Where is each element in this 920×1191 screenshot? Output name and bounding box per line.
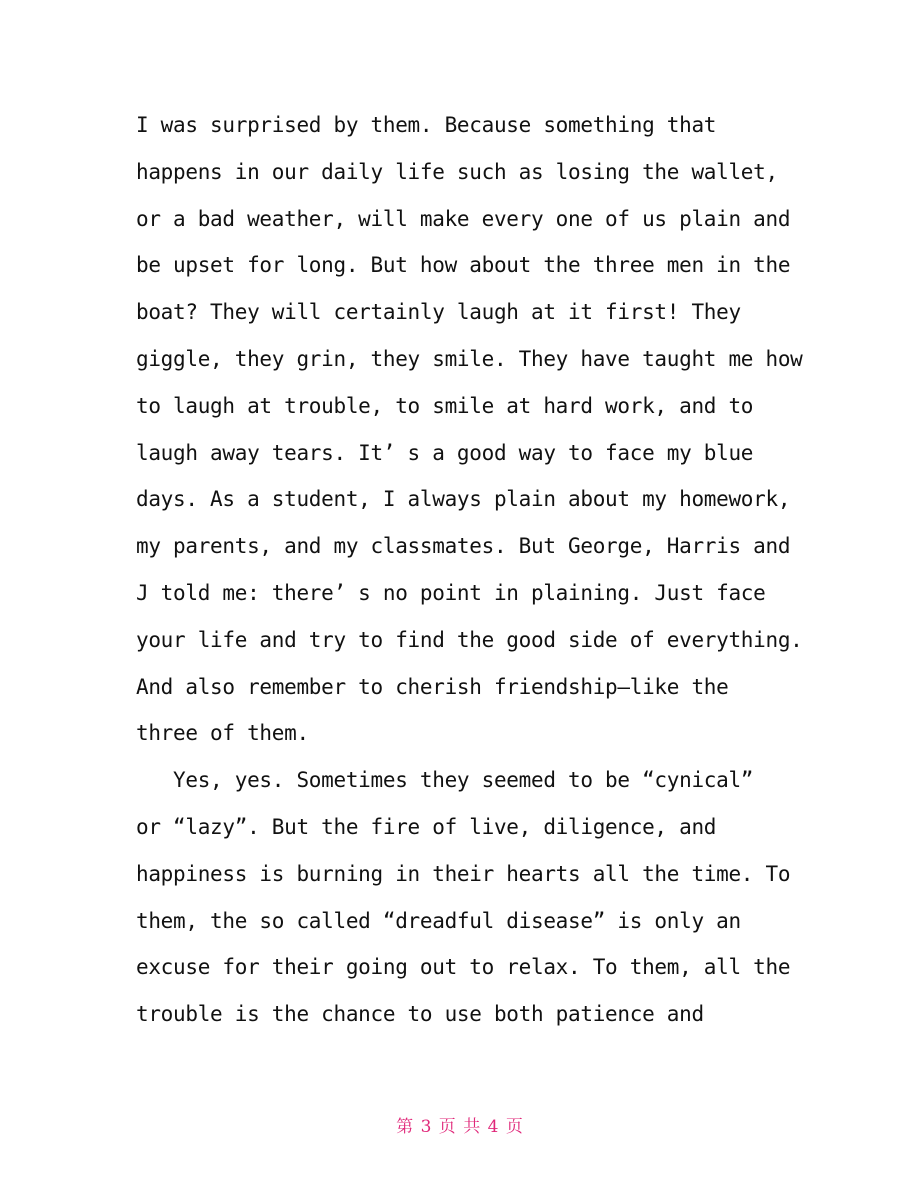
text-line: boat? They will certainly laugh at it first! They	[136, 300, 741, 325]
text-line: trouble is the chance to use both patience and	[136, 1002, 704, 1027]
text-line: three of them.	[136, 721, 309, 746]
text-line: or “lazy”. But the fire of live, diligence, and	[136, 814, 717, 839]
text-line: or a bad weather, will make every one of us plain and	[136, 206, 791, 231]
text-line: my parents, and my classmates. But George, Harris and	[136, 534, 791, 559]
text-line: J told me: there’ s no point in plaining. Just face	[136, 580, 766, 605]
text-line: happens in our daily life such as losing the wallet,	[136, 159, 778, 184]
text-line: Yes, yes. Sometimes they seemed to be “cynical”	[136, 768, 754, 793]
text-line: them, the so called “dreadful disease” is only an	[136, 908, 741, 933]
text-line: days. As a student, I always plain about my homework,	[136, 487, 791, 512]
text-line: I was surprised by them. Because something that	[136, 113, 717, 137]
text-line: to laugh at trouble, to smile at hard work, and to	[136, 393, 754, 418]
text-line: And also remember to cherish friendship—like the	[136, 674, 729, 699]
text-line: excuse for their going out to relax. To them, all the	[136, 955, 791, 980]
text-line: be upset for long. But how about the three men in the	[136, 253, 791, 278]
text-line: laugh away tears. It’ s a good way to face my blue	[136, 440, 754, 465]
page-footer: 第 3 页 共 4 页	[396, 1117, 524, 1137]
text-line: your life and try to find the good side of everything.	[136, 627, 803, 652]
text-line: happiness is burning in their hearts all the time. To	[136, 861, 791, 886]
text-line: giggle, they grin, they smile. They have taught me how	[136, 346, 803, 371]
document-body	[136, 102, 803, 1038]
